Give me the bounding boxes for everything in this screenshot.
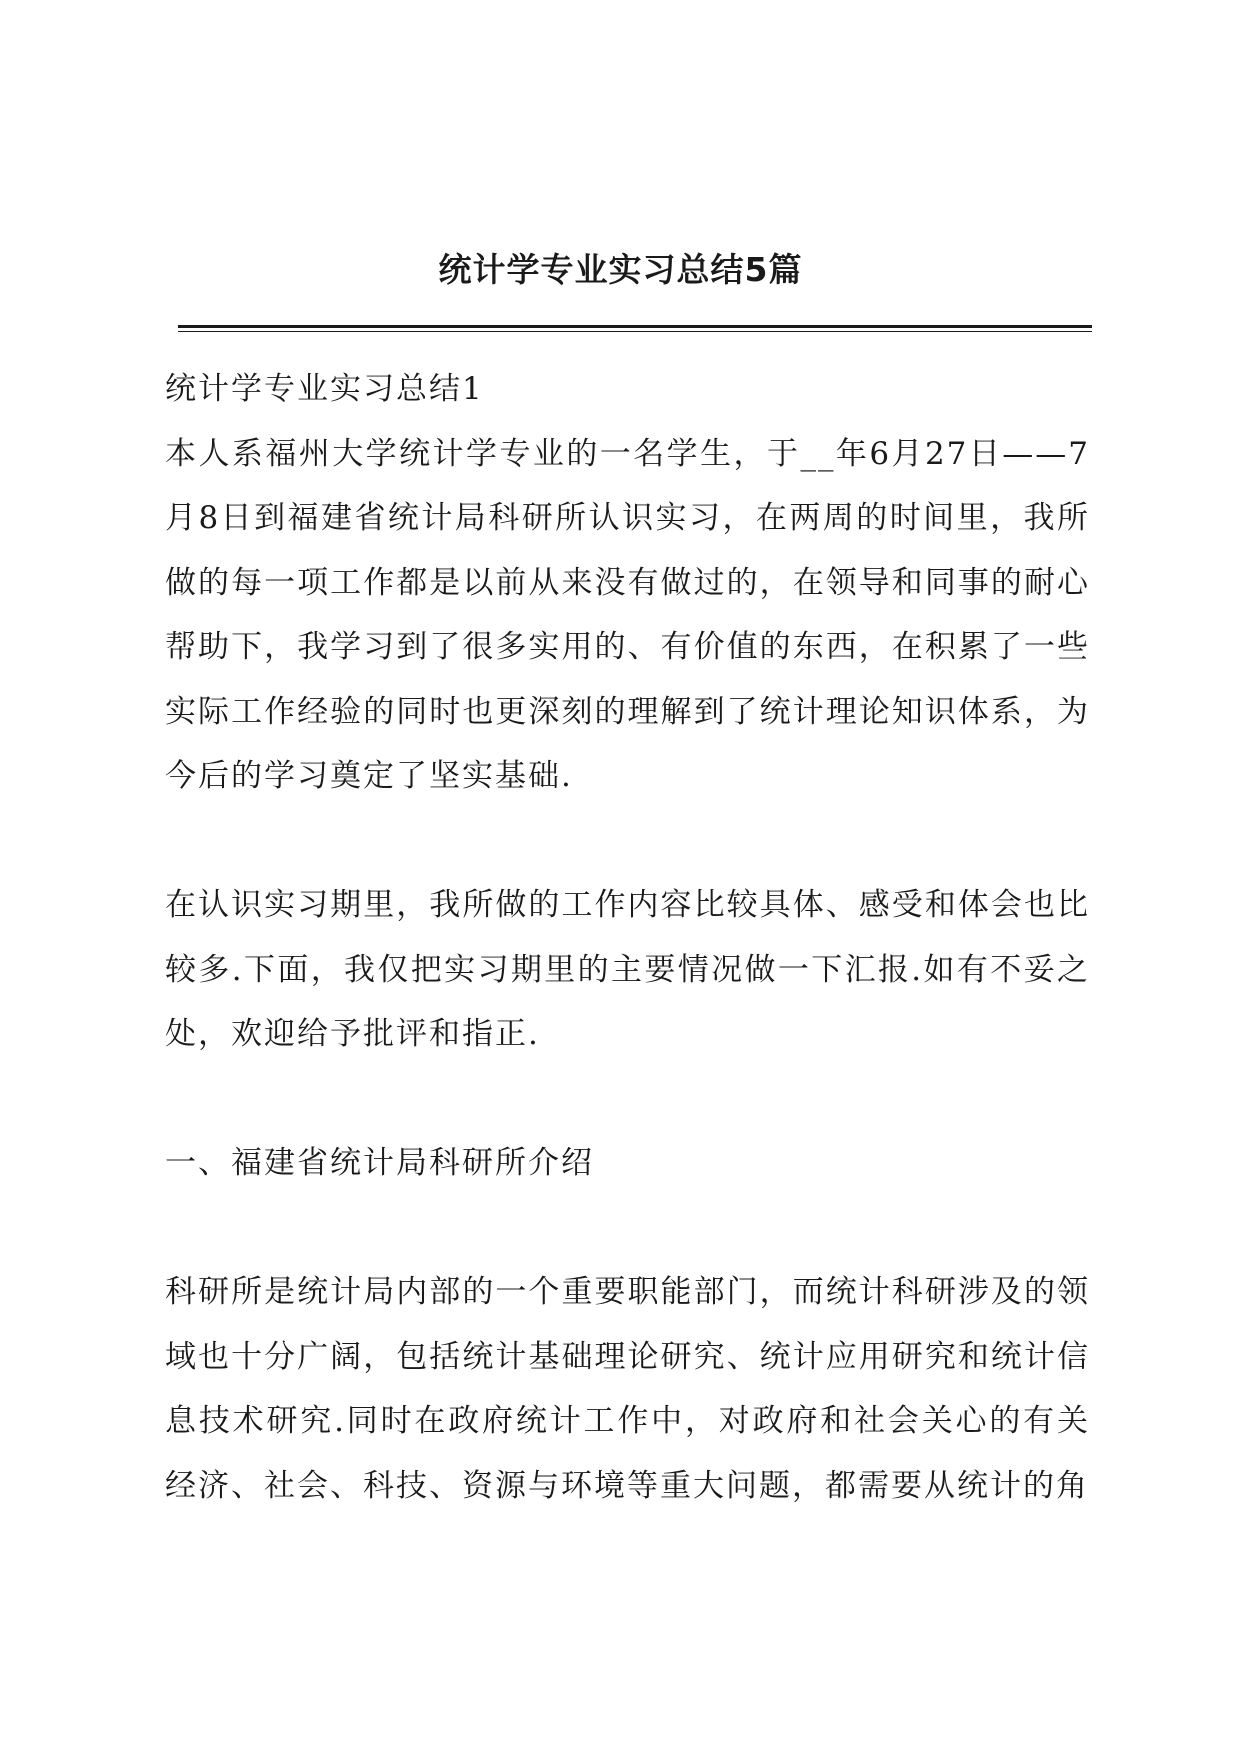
paragraph-institute: 科研所是统计局内部的一个重要职能部门，而统计科研涉及的领域也十分广阔，包括统计基础理论研究、统计应用研究和统计信息技术研究.同时在政府统计工作中，对政府和社会关心的有关经济、社会、科技、资源与环境等重大问题，都需要从统计的角 — [165, 1274, 1090, 1504]
document-title: 统计学专业实习总结5篇 — [438, 250, 803, 289]
title-divider-thin — [178, 331, 1092, 332]
paragraph-gap — [165, 1196, 1090, 1261]
title-divider-thick — [178, 325, 1092, 328]
document-body — [165, 357, 1090, 1518]
paragraph-overview: 在认识实习期里，我所做的工作内容比较具体、感受和体会也比较多.下面，我仅把实习期里的主要情况做一下汇报.如有不妥之处，欢迎给予批评和指正. — [165, 887, 1090, 1052]
paragraph-gap — [165, 809, 1090, 874]
subheading-institute: 一、福建省统计局科研所介绍 — [165, 1145, 594, 1181]
paragraph-gap — [165, 1067, 1090, 1132]
section-heading: 统计学专业实习总结1 — [165, 371, 484, 407]
paragraph-intro: 本人系福州大学统计学专业的一名学生，于__年6月27日——7月8日到福建省统计局科研所认识实习，在两周的时间里，我所做的每一项工作都是以前从来没有做过的，在领导和同事的耐心帮助下，我学习到了很多实用的、有价值的东西，在积累了一些实际工作经验的同时也更深刻的理解到了统计理论知识体系，为今后的学习奠定了坚实基础. — [165, 435, 1090, 794]
